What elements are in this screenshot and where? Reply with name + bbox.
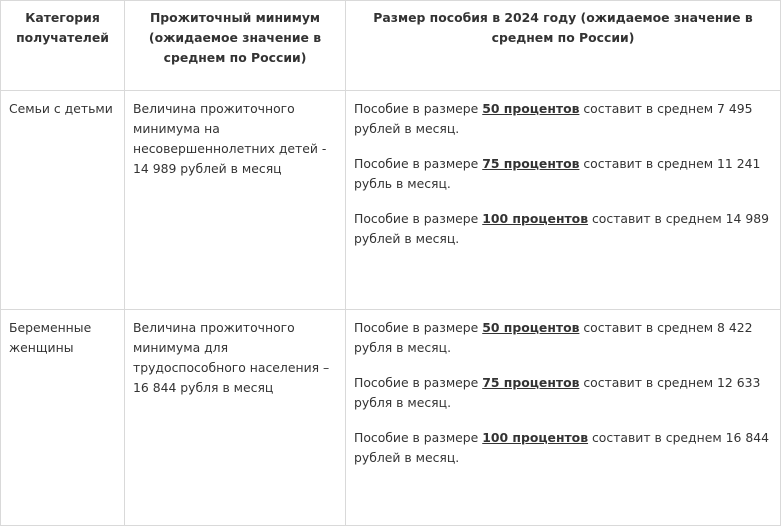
benefit-percent: 50 процентов — [482, 101, 580, 116]
table-row — [1, 310, 781, 526]
benefit-suffix: составит в среднем 12 633 рубля в месяц. — [354, 375, 761, 410]
benefit-line — [354, 209, 776, 249]
benefit-prefix: Пособие в размере — [354, 320, 483, 335]
row-category: Семьи с детьми — [1, 91, 125, 310]
benefit-percent: 75 процентов — [482, 375, 580, 390]
benefit-suffix: составит в среднем 7 495 рублей в месяц. — [354, 101, 753, 136]
benefit-percent: 50 процентов — [482, 320, 580, 335]
benefit-percent: 100 процентов — [482, 211, 589, 226]
benefit-suffix: составит в среднем 14 989 рублей в месяц. — [354, 211, 769, 246]
benefit-prefix: Пособие в размере — [354, 156, 483, 171]
benefit-suffix: составит в среднем 11 241 рубль в месяц. — [354, 156, 761, 191]
header-minimum: Прожиточный минимум (ожидаемое значение в среднем по России) — [125, 1, 346, 91]
row-benefits — [346, 91, 781, 310]
row-benefits — [346, 310, 781, 526]
table-row — [1, 91, 781, 310]
benefit-line — [354, 318, 776, 358]
benefit-line — [354, 428, 776, 468]
benefit-line — [354, 373, 776, 413]
row-minimum: Величина прожиточного минимума на несовершеннолетних детей - 14 989 рублей в месяц — [125, 91, 346, 310]
benefit-line — [354, 154, 776, 194]
benefit-suffix: составит в среднем 16 844 рублей в месяц. — [354, 430, 769, 465]
table-header-row — [1, 1, 781, 91]
benefit-percent: 75 процентов — [482, 156, 580, 171]
benefit-percent: 100 процентов — [482, 430, 589, 445]
benefit-prefix: Пособие в размере — [354, 430, 483, 445]
benefit-line — [354, 99, 776, 139]
benefit-prefix: Пособие в размере — [354, 211, 483, 226]
header-category: Категория получателей — [1, 1, 125, 91]
row-category: Беременные женщины — [1, 310, 125, 526]
row-minimum: Величина прожиточного минимума для трудоспособного населения – 16 844 рубля в месяц — [125, 310, 346, 526]
benefit-prefix: Пособие в размере — [354, 101, 483, 116]
header-benefit: Размер пособия в 2024 году (ожидаемое значение в среднем по России) — [346, 1, 781, 91]
benefit-suffix: составит в среднем 8 422 рубля в месяц. — [354, 320, 753, 355]
benefit-prefix: Пособие в размере — [354, 375, 483, 390]
